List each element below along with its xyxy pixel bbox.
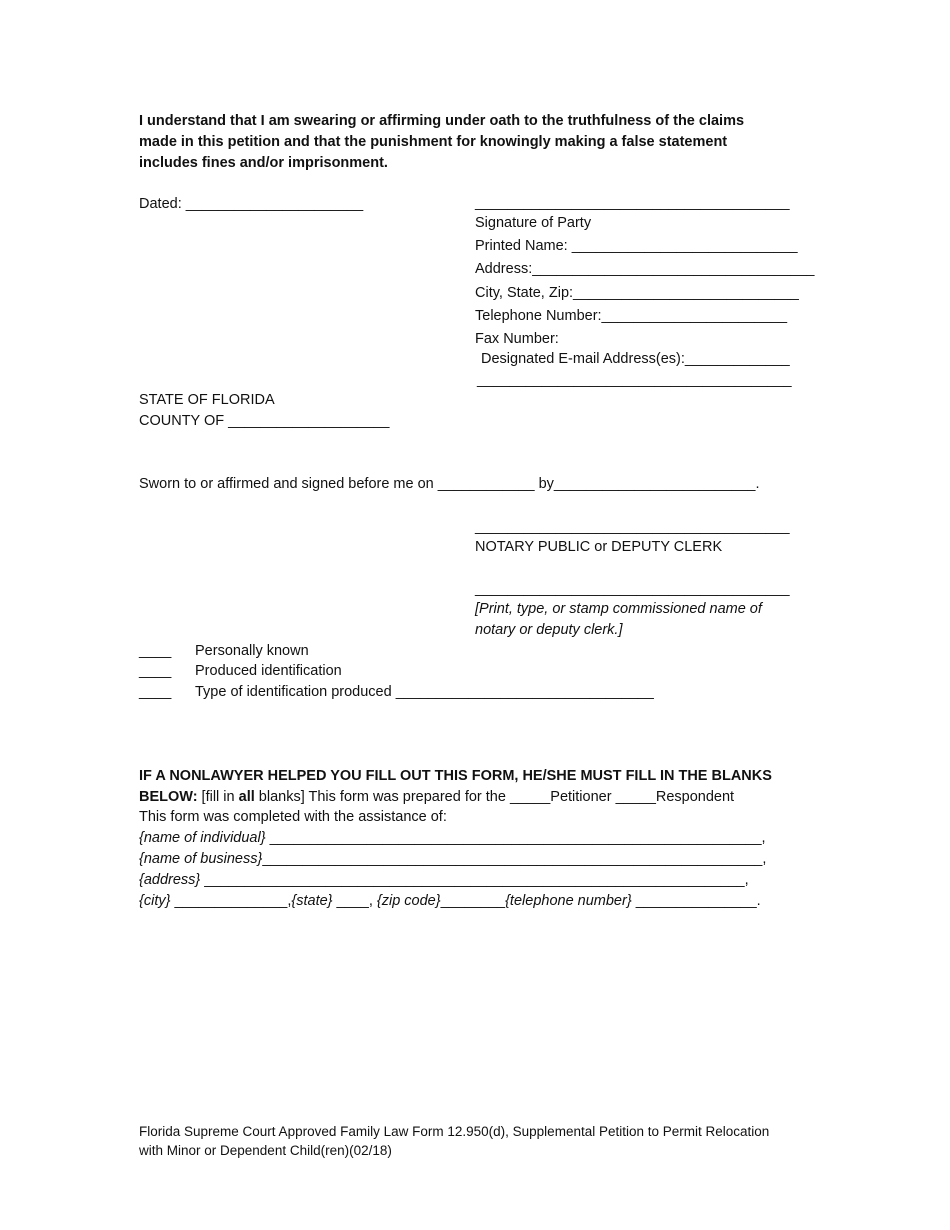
personally-known-blank[interactable]: ____: [139, 643, 172, 659]
zip-label: {zip code}: [376, 893, 441, 909]
business-name-line[interactable]: ______________________________________________________________,: [262, 851, 767, 867]
email-field[interactable]: Designated E-mail Address(es):_____________: [481, 351, 790, 367]
completed-with-label: This form was completed with the assistance of:: [139, 809, 447, 825]
personally-known-label: Personally known: [195, 643, 309, 659]
nonlawyer-location-row[interactable]: [139, 891, 761, 911]
signature-line[interactable]: _______________________________________: [475, 195, 790, 211]
sworn-statement[interactable]: Sworn to or affirmed and signed before me on ____________ by_________________________.: [139, 476, 760, 492]
id-type-field[interactable]: Type of identification produced ________________________________: [195, 684, 654, 700]
business-name-field[interactable]: [139, 849, 766, 869]
city-label: {city}: [139, 893, 171, 909]
nonlawyer-heading: IF A NONLAWYER HELPED YOU FILL OUT THIS FORM, HE/SHE MUST FILL IN THE BLANKS: [139, 768, 772, 784]
state-label-nonlawyer: {state}: [291, 893, 333, 909]
telephone-field[interactable]: Telephone Number:_______________________: [475, 308, 788, 324]
dated-field[interactable]: Dated: ______________________: [139, 196, 364, 212]
city-line[interactable]: ______________,: [170, 893, 292, 909]
nonlawyer-address-field[interactable]: [139, 870, 749, 890]
signature-label: Signature of Party: [475, 215, 592, 231]
zip-line[interactable]: ________: [440, 893, 506, 909]
footer-line-1: Florida Supreme Court Approved Family Law Form 12.950(d), Supplemental Petition to Permit Relocation: [139, 1124, 770, 1139]
oath-line-1: I understand that I am swearing or affirming under oath to the truthfulness of the claims: [139, 113, 745, 129]
id-type-blank[interactable]: ____: [139, 684, 172, 700]
fax-field[interactable]: Fax Number:: [475, 331, 559, 347]
footer-line-2: with Minor or Dependent Child(ren)(02/18): [139, 1143, 392, 1158]
individual-name-label: {name of individual}: [139, 830, 266, 846]
city-state-zip-field[interactable]: City, State, Zip:____________________________: [475, 285, 799, 301]
individual-name-line[interactable]: _____________________________________________________________,: [265, 830, 766, 846]
individual-name-field[interactable]: [139, 828, 766, 848]
business-name-label: {name of business}: [139, 851, 263, 867]
phone-line[interactable]: _______________.: [631, 893, 761, 909]
notary-signature-line[interactable]: _______________________________________: [475, 519, 790, 535]
nonlawyer-address-line[interactable]: ___________________________________________________________________,: [200, 872, 749, 888]
oath-line-3: includes fines and/or imprisonment.: [139, 155, 388, 171]
county-field[interactable]: COUNTY OF ____________________: [139, 413, 390, 429]
email-line[interactable]: _______________________________________: [477, 372, 792, 388]
state-line[interactable]: ____,: [332, 893, 377, 909]
nonlawyer-prepared-for[interactable]: [139, 787, 734, 807]
produced-id-blank[interactable]: ____: [139, 663, 172, 679]
printed-name-field[interactable]: Printed Name: ____________________________: [475, 238, 798, 254]
phone-label: {telephone number}: [505, 893, 632, 909]
fill-all: all: [238, 789, 255, 805]
nonlawyer-address-label: {address}: [139, 872, 201, 888]
fill-pre: [fill in: [197, 789, 239, 805]
fill-post[interactable]: blanks] This form was prepared for the _____Petitioner _____Respondent: [254, 789, 735, 805]
notary-print-note-2: notary or deputy clerk.]: [475, 622, 623, 638]
address-field[interactable]: Address:___________________________________: [475, 261, 815, 277]
below-label: BELOW:: [139, 789, 198, 805]
state-label: STATE OF FLORIDA: [139, 392, 275, 408]
oath-line-2: made in this petition and that the punishment for knowingly making a false statement: [139, 134, 728, 150]
notary-name-line[interactable]: _______________________________________: [475, 581, 790, 597]
notary-label: NOTARY PUBLIC or DEPUTY CLERK: [475, 539, 723, 555]
notary-print-note-1: [Print, type, or stamp commissioned name of: [475, 601, 762, 617]
produced-id-label: Produced identification: [195, 663, 342, 679]
